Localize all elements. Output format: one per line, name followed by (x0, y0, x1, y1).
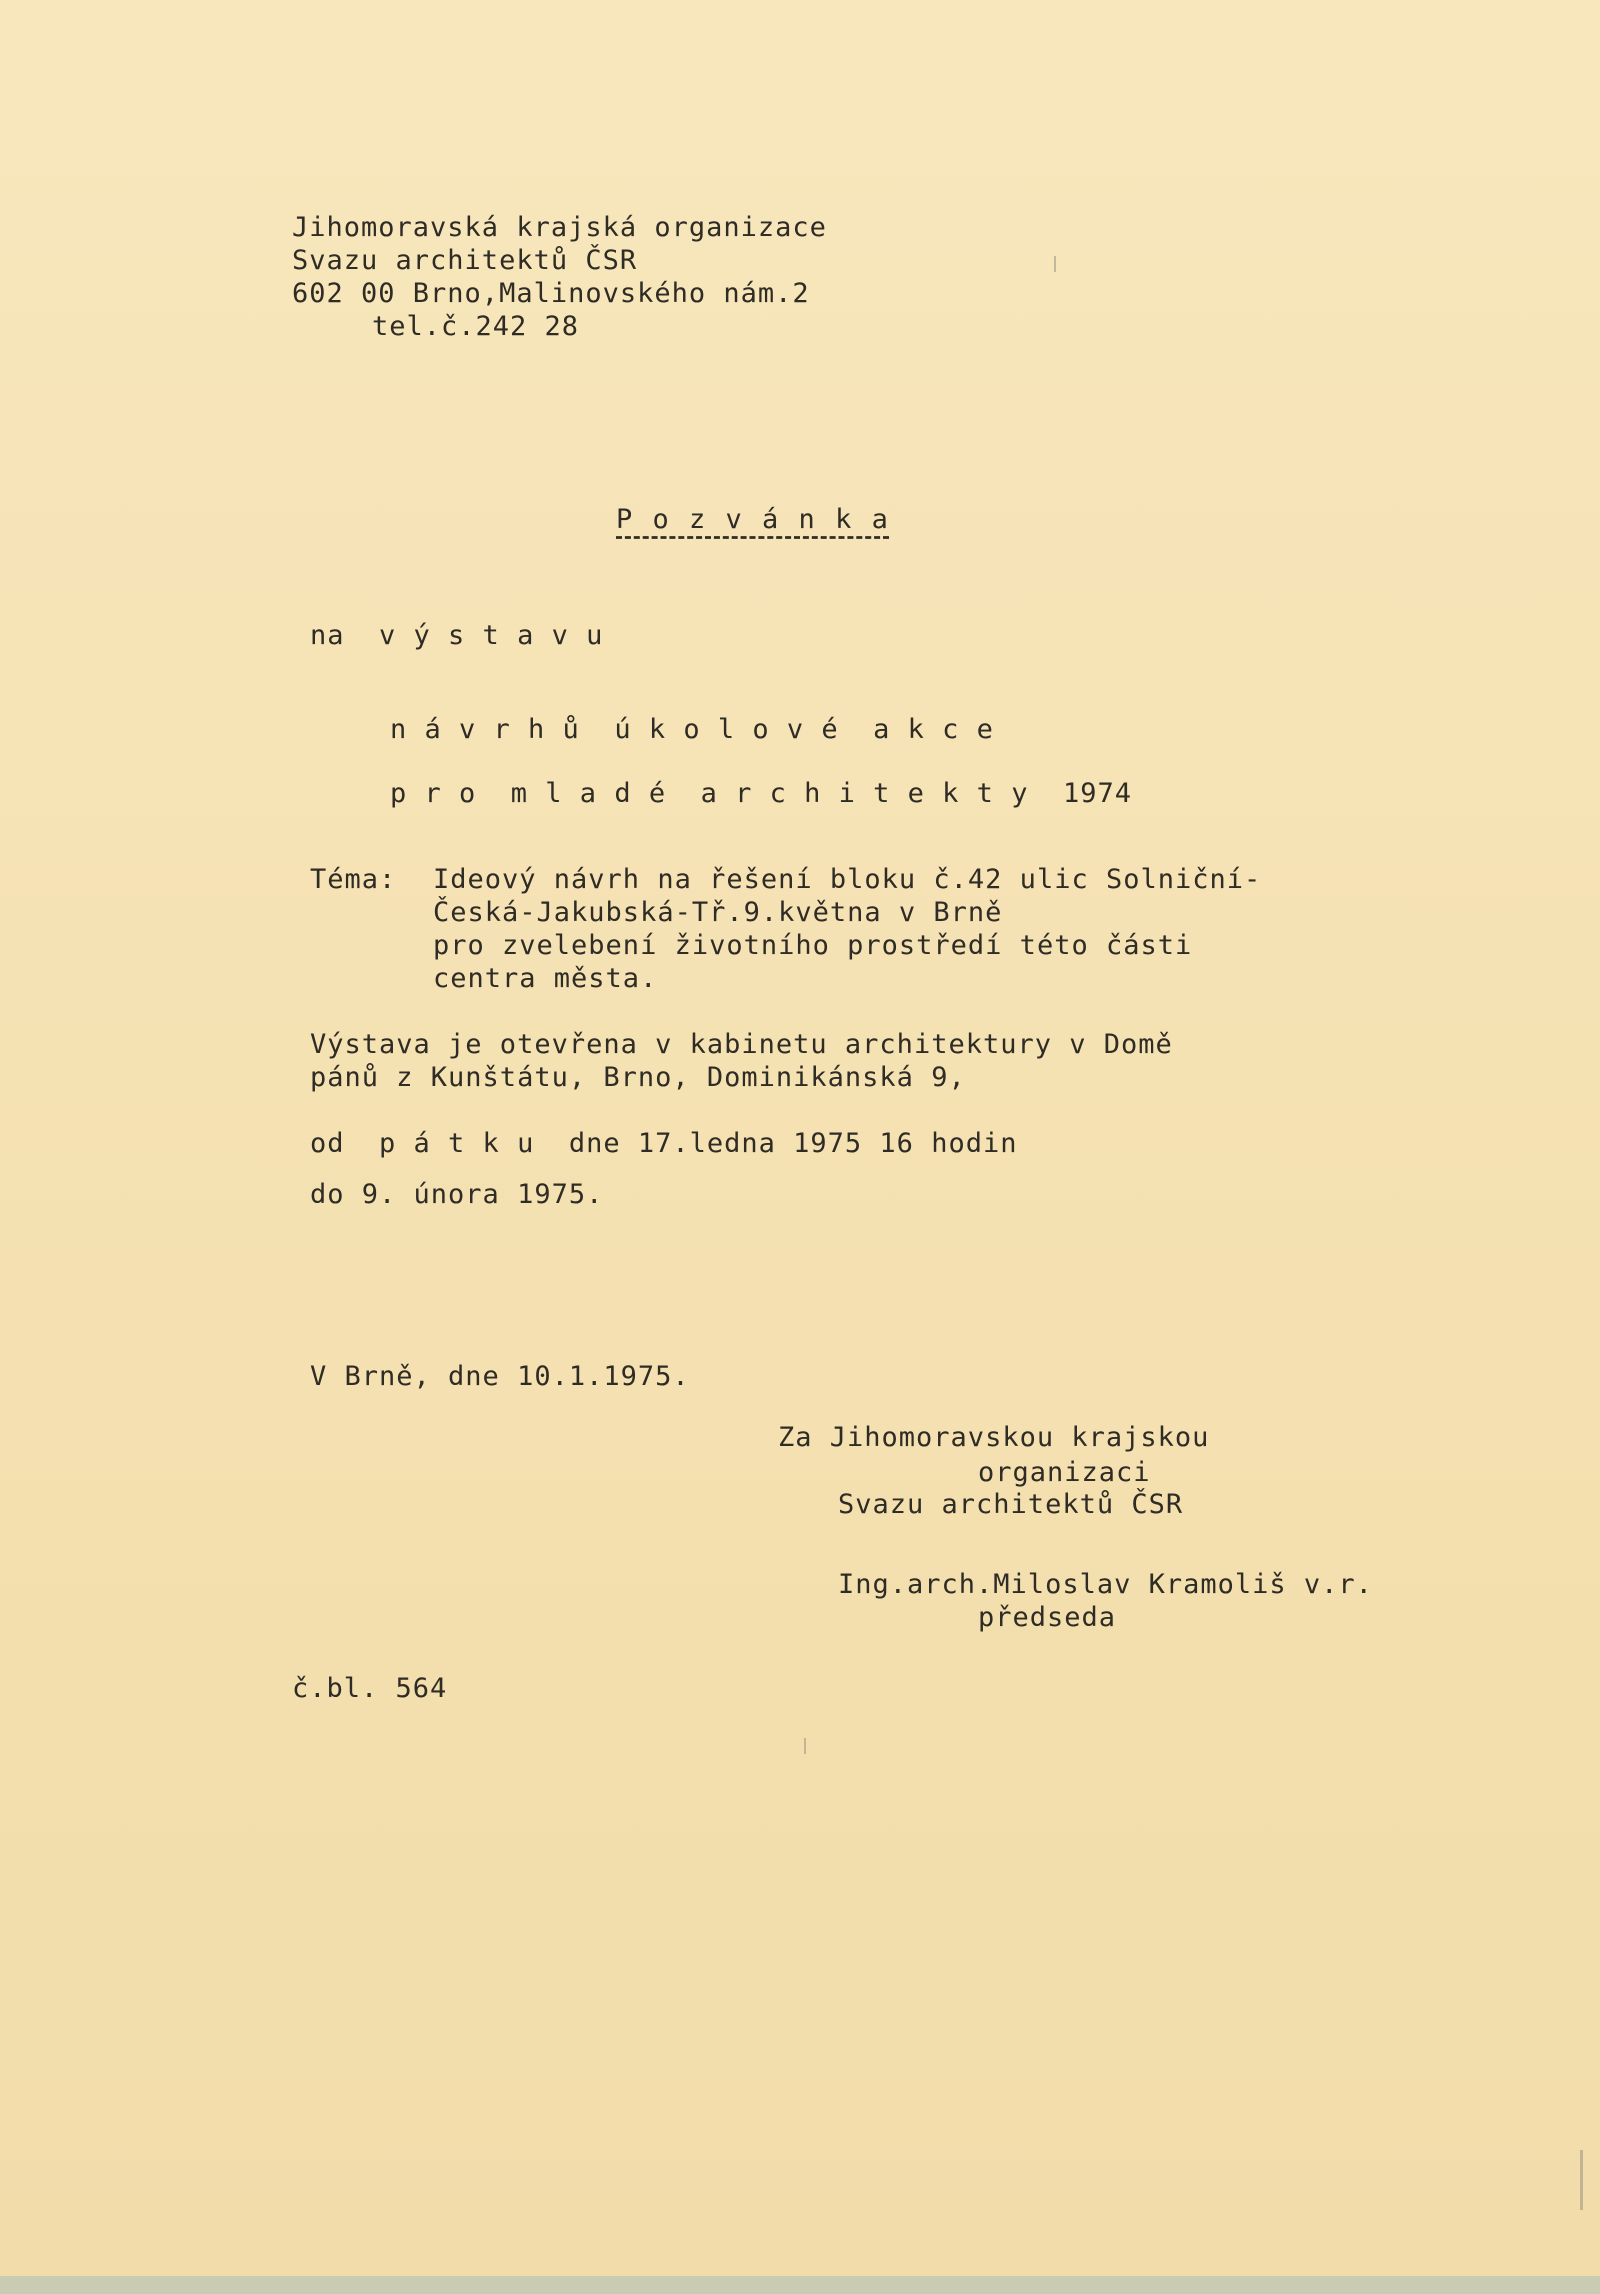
signature-line-3: Svazu architektů ČSR (838, 1489, 1184, 1520)
scan-edge (0, 2276, 1600, 2294)
sender-line-union: Svazu architektů ČSR (292, 245, 638, 276)
signatory-name: Ing.arch.Miloslav Kramoliš v.r. (838, 1569, 1373, 1600)
exhibition-line-1: Výstava je otevřena v kabinetu architektury v Domě (310, 1029, 1173, 1060)
place-and-date: V Brně, dne 10.1.1975. (310, 1361, 690, 1392)
intro-line-young-architects: p r o m l a d é a r c h i t e k t y 1974 (390, 778, 1132, 809)
intro-line-exhibition: na v ý s t a v u (310, 620, 604, 651)
paper-mark (1580, 2150, 1583, 2210)
topic-line-4: centra města. (433, 963, 658, 994)
paper-mark (1054, 256, 1056, 272)
signature-line-2: organizaci (978, 1457, 1151, 1488)
sender-line-phone: tel.č.242 28 (372, 311, 580, 342)
date-to: do 9. února 1975. (310, 1179, 604, 1210)
signature-line-1: Za Jihomoravskou krajskou (778, 1422, 1210, 1453)
topic-line-1: Ideový návrh na řešení bloku č.42 ulic Solniční- (433, 864, 1262, 895)
intro-line-proposals: n á v r h ů ú k o l o v é a k c e (390, 714, 994, 745)
sender-line-address: 602 00 Brno,Malinovského nám.2 (292, 278, 810, 309)
date-from: od p á t k u dne 17.ledna 1975 16 hodin (310, 1128, 1018, 1159)
topic-label: Téma: (310, 864, 397, 895)
topic-line-2: Česká-Jakubská-Tř.9.května v Brně (433, 897, 1003, 928)
reference-number: č.bl. 564 (292, 1673, 448, 1704)
document-title: P o z v á n k a (616, 504, 890, 535)
signatory-role: předseda (978, 1602, 1117, 1633)
exhibition-line-2: pánů z Kunštátu, Brno, Dominikánská 9, (310, 1062, 966, 1093)
paper-mark (804, 1738, 806, 1754)
sender-line-organization: Jihomoravská krajská organizace (292, 212, 827, 243)
topic-line-3: pro zvelebení životního prostředí této části (433, 930, 1193, 961)
